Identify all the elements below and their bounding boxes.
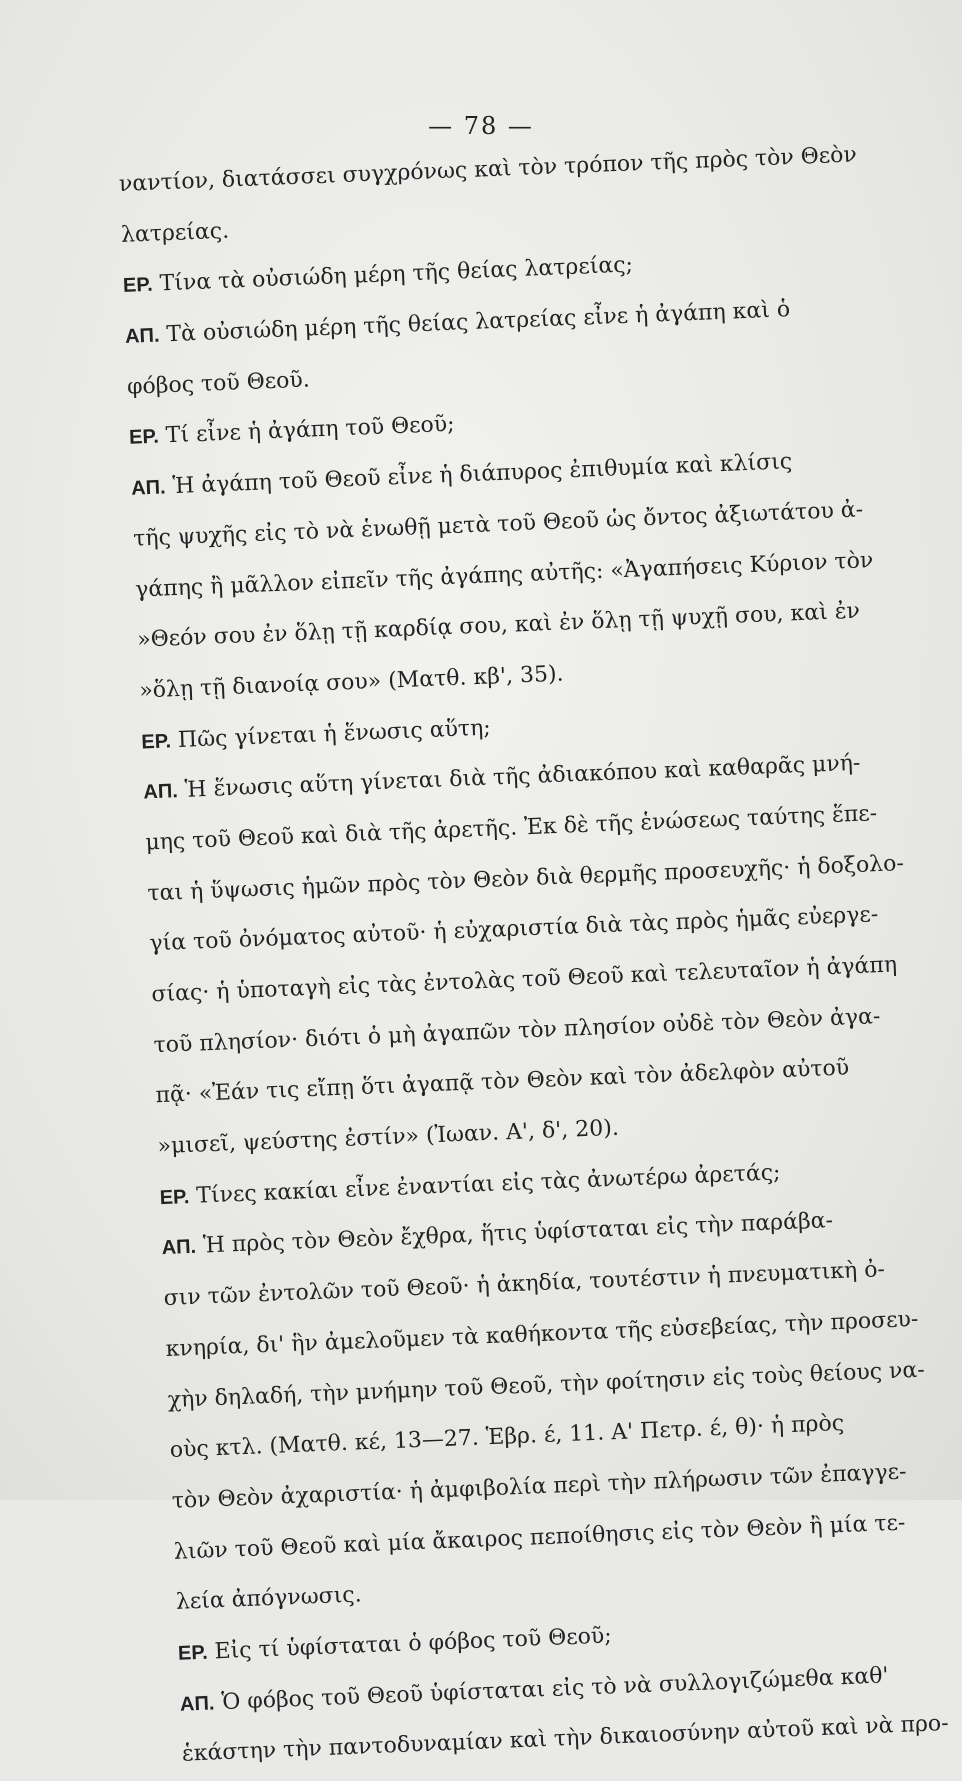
line-text: ναντίον, διατάσσει συγχρόνως καὶ τὸν τρόπον τῆς πρὸς τὸν Θεὸν <box>118 142 858 197</box>
line-text: Τίνες κακίαι εἶνε ἐναντίαι εἰς τὰς ἀνωτέρω ἀρετάς; <box>188 1159 781 1209</box>
page-number: — 78 — <box>428 112 534 140</box>
speaker-label: ΕΡ. <box>159 1185 190 1209</box>
line-text: γάπης ἢ μᾶλλον εἰπεῖν τῆς ἀγάπης αὐτῆς: «Ἀγαπήσεις Κύριον τὸν <box>134 547 874 603</box>
line-text: »Θεόν σου ἐν ὅλῃ τῇ καρδίᾳ σου, καὶ ἐν ὅλῃ τῇ ψυχῇ σου, καὶ ἐν <box>136 598 861 653</box>
line-text: χὴν δηλαδή, τὴν μνήμην τοῦ Θεοῦ, τὴν φοίτησιν εἰς τοὺς θείους να- <box>167 1357 926 1413</box>
line-text: Τίνα τὰ οὐσιώδη μέρη τῆς θείας λατρείας; <box>152 252 634 298</box>
line-text: τὸν Θεὸν ἀχαριστία· ἡ ἀμφιβολία περὶ τὴν πλήρωσιν τῶν ἐπαγγε- <box>171 1459 907 1514</box>
speaker-label: ΕΡ. <box>128 426 160 450</box>
line-text: Τὰ οὐσιώδη μέρη τῆς θείας λατρείας εἶνε ἡ ἀγάπη καὶ ὁ <box>159 297 791 348</box>
speaker-label: ΕΡ. <box>177 1641 209 1665</box>
line-text: σίας· ἡ ὑποταγὴ εἰς τὰς ἐντολὰς τοῦ Θεοῦ καὶ τελευταῖον ἡ ἀγάπη <box>151 952 898 1008</box>
speaker-label: ΑΠ. <box>130 476 167 500</box>
line-text: Πῶς γίνεται ἡ ἕνωσις αὕτη; <box>170 715 492 753</box>
line-text: πᾷ· «Ἐάν τις εἴπῃ ὅτι ἀγαπᾷ τὸν Θεὸν καὶ τὸν ἀδελφὸν αὐτοῦ <box>155 1055 850 1109</box>
catechism-text <box>118 129 952 1781</box>
line-text: κνηρία, δι' ἣν ἀμελοῦμεν τὰ καθήκοντα τῆς εὐσεβείας, τὴν προσευ- <box>165 1306 919 1362</box>
line-text: τῆς ψυχῆς εἰς τὸ νὰ ἑνωθῇ μετὰ τοῦ Θεοῦ ὡς ὄντος ἀξιωτάτου ἀ- <box>132 497 864 552</box>
line-text: Ἡ ἀγάπη τοῦ Θεοῦ εἶνε ἡ διάπυρος ἐπιθυμία καὶ κλίσις <box>165 449 793 500</box>
speaker-label: ΑΠ. <box>124 324 160 348</box>
line-text: λατρείας. <box>120 218 230 248</box>
line-text: Εἰς τί ὑφίσταται ὁ φόβος τοῦ Θεοῦ; <box>207 1623 613 1665</box>
line-text: ἑκάστην τὴν παντοδυναμίαν καὶ τὴν δικαιοσύνην αὐτοῦ καὶ νὰ προ- <box>181 1711 950 1768</box>
speaker-label: ΑΠ. <box>161 1236 197 1260</box>
speaker-label: ΕΡ. <box>122 274 154 298</box>
line-text: Τί εἶνε ἡ ἀγάπη τοῦ Θεοῦ; <box>158 412 456 450</box>
speaker-label: ΕΡ. <box>140 729 172 754</box>
speaker-label: ΑΠ. <box>179 1692 215 1716</box>
line-text: γία τοῦ ὀνόματος αὐτοῦ· ἡ εὐχαριστία διὰ τὰς πρὸς ἡμᾶς εὐεργε- <box>148 902 879 957</box>
line-text: φόβος τοῦ Θεοῦ. <box>126 367 311 400</box>
line-text: ται ἡ ὕψωσις ἡμῶν πρὸς τὸν Θεὸν διὰ θερμῆς προσευχῆς· ἡ δοξολο- <box>146 850 905 907</box>
line-text: μης τοῦ Θεοῦ καὶ διὰ τῆς ἀρετῆς. Ἐκ δὲ τῆς ἑνώσεως ταύτης ἕπε- <box>144 801 878 856</box>
line-text: Ἡ πρὸς τὸν Θεὸν ἔχθρα, ἥτις ὑφίσταται εἰς τὴν παράβα- <box>195 1208 834 1260</box>
line-text: οὺς κτλ. (Ματθ. κέ, 13—27. Ἑβρ. έ, 11. Α' Πετρ. έ, θ)· ἡ πρὸς <box>169 1411 845 1464</box>
speaker-label: ΑΠ. <box>142 780 179 804</box>
line-text: λιῶν τοῦ Θεοῦ καὶ μία ἄκαιρος πεποίθησις εἰς τὸν Θεὸν ἢ μία τε- <box>173 1510 906 1565</box>
line-text: Ὁ φόβος τοῦ Θεοῦ ὑφίσταται εἰς τὸ νὰ συλλογιζώμεθα καθ' <box>213 1662 889 1715</box>
line-text: »μισεῖ, ψεύστης ἐστίν» (Ἰωαν. Α', δ', 20). <box>157 1115 620 1160</box>
line-text: λεία ἀπόγνωσις. <box>175 1582 363 1616</box>
line-text: Ἡ ἕνωσις αὕτη γίνεται διὰ τῆς ἀδιακόπου καὶ καθαρᾶς μνή- <box>177 750 861 804</box>
line-text: τοῦ πλησίον· διότι ὁ μὴ ἀγαπῶν τὸν πλησίον οὐδὲ τὸν Θεὸν ἀγα- <box>153 1003 881 1058</box>
line-text: σιν τῶν ἐντολῶν τοῦ Θεοῦ· ἡ ἀκηδία, τουτέστιν ἡ πνευματικὴ ὀ- <box>163 1257 886 1312</box>
line-text: »ὅλῃ τῇ διανοίᾳ σου» (Ματθ. κβ', 35). <box>138 661 565 704</box>
